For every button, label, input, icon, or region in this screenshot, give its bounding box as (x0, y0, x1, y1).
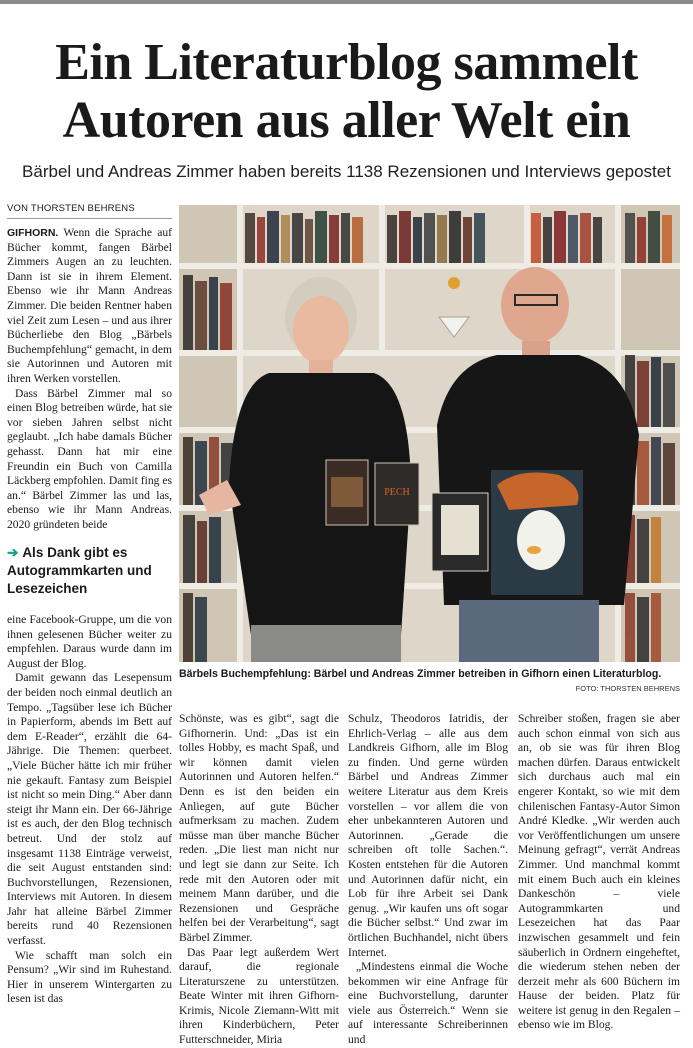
arrow-right-icon: ➔ (7, 545, 19, 560)
paragraph-text: Wenn die Sprache auf Bücher kommt, fangen Bärbel Zimmers Augen an zu leuchten. Dann ist sie in ihrem Element. Ebenso wie ihr Mann Andreas Zimmer. Die beiden Rentner haben viel Zeit zum Lesen – und aus ihrer Bücherliebe den Blog „Bärbels Buchempfehlung“ gemacht, in dem sie Autorinnen und Autoren mit ihren Werken vorstellen. (7, 226, 172, 385)
column-1-top (7, 226, 172, 532)
headline-line-1: Ein Literaturblog sammelt (55, 34, 638, 91)
paragraph: Schulz, Theodoros Iatridis, der Ehrlich-Verlag – alle aus dem Landkreis Gifhorn, alle im Blog zu finden. Und gerne würden Bärbel und Andreas Zimmer weitere Literatur aus dem Kreis vorstellen – vor allem die von eher unbekannteren Autoren und Autorinnen. „Gerade die schreiben oft tolle Sachen.“. Kosten entstehen für die Autoren und Autorinnen dafür nicht, ein Lob für ihre Arbeit sei Dank genug. „Wir kaufen uns oft sogar die Bücher selbst.“ Und zwar im örtlichen Buchhandel, nicht übers Internet. (348, 712, 508, 959)
paragraph: Damit gewann das Lesepensum der beiden noch einmal deutlich an Tempo. „Tagsüber lese ich Bücher in Papierform, abends im Bett auf dem E-Reader“, erzählt die 64-Jährige. Die Themen: querbeet. „Viele Bücher hätte ich mir früher nie gekauft. Fantasy zum Beispiel ist nicht so mein Ding.“ Aber dann steigt ihr Mann ein. Der 66-Jährige ist es auch, der den Blog technisch betreut. Und der stolz auf insgesamt 1138 Einträge verweist, die seit August entstanden sind: Buchvorstellungen, Rezensionen, Interviews mit Autoren. In diesem Jahr hat alleine Bärbel Zimmer bereits rund 40 Rezensionen verfasst. (7, 671, 172, 948)
photo-caption: Bärbels Buchempfehlung: Bärbel und Andreas Zimmer betreiben in Gifhorn einen Literaturblog. (179, 668, 662, 680)
paragraph (7, 226, 172, 387)
article-photo (179, 205, 680, 662)
teaser-text: Als Dank gibt es Autogrammkarten und Lesezeichen (7, 545, 152, 596)
column-2 (179, 712, 339, 1048)
photo-credit: FOTO: THORSTEN BEHRENS (575, 684, 680, 693)
subheadline: Bärbel und Andreas Zimmer haben bereits 1138 Rezensionen und Interviews gepostet (22, 162, 671, 181)
paragraph: Dass Bärbel Zimmer mal so einen Blog betreiben würde, hat sie vor sieben Jahren selbst nicht geglaubt. „Ich habe damals Bücher gehasst. Dann hat mir eine Freundin ein Buch von Camilla Läckberg empfohlen. Damit fing es an.“ Bärbel Zimmer las und las, ebenso wie ihr Mann Andreas. 2020 gründeten beide (7, 386, 172, 531)
paragraph: Das Paar legt außerdem Wert darauf, die regionale Literaturszene zu unterstützen. Beate Winter mit ihren Gifhorn-Krimis, Nicole Ziemann-Witt mit ihren Kinderbüchern, Peter Futterschneider, Miria (179, 945, 339, 1047)
paragraph: „Mindestens einmal die Woche bekommen wir eine Anfrage für eine Buchvorstellung, darunter viele aus Österreich.“ Wenn sie auf interessante Schreiberinnen und (348, 960, 508, 1047)
byline: VON THORSTEN BEHRENS (7, 203, 172, 219)
paragraph: Wie schafft man solch ein Pensum? „Wir sind im Ruhestand. Hier in unserem Wintergarten zu lesen ist das (7, 948, 172, 1006)
paragraph: Schreiber stoßen, fragen sie aber auch schon einmal von sich aus an, ob sie was für ihren Blog machen dürfen. Daraus entwickelt sich durchaus auch mal ein engerer Kontakt, so wie mit dem chilenischen Fantasy-Autor Simon André Kledke. „Wir werden auch vor Veröffentlichungen um unsere Meinung gefragt“, verrät Andreas Zimmer. Und manchmal kommt mit einem Buch auch ein kleines Dankeschön – viele Autogrammkarten und Lesezeichen hat das Paar inzwischen gesammelt und fein säuberlich in Ordnern eingeheftet, die wiederum stehen neben der derzeit mehr als 600 Büchern im Hause der beiden. Platz für weitere ist genug in den Regalen – ebenso wie im Blog. (518, 712, 680, 1032)
top-rule (0, 0, 693, 4)
headline (0, 34, 693, 150)
headline-line-2: Autoren aus aller Welt ein (62, 92, 631, 149)
photo-illustration (179, 205, 680, 662)
column-4 (518, 712, 680, 1033)
paragraph: eine Facebook-Gruppe, um die von ihnen gelesenen Bücher weiter zu empfehlen. Daraus wurde dann im August der Blog. (7, 613, 172, 670)
teaser-box (7, 544, 172, 598)
dateline: GIFHORN. (7, 227, 59, 239)
column-1-bottom (7, 613, 172, 1007)
book-title-pech: PECH (384, 487, 410, 498)
column-3 (348, 712, 508, 1048)
paragraph: Schönste, was es gibt“, sagt die Gifhornerin. Und: „Das ist ein tolles Hobby, es macht Spaß, und wir können damit vielen Autorinnen und Autoren helfen.“ Denn es ist den beiden ein Anliegen, auf gute Bücher aufmerksam zu machen. Zudem müsse man über manche Bücher reden. „Die liest man nicht nur und legt sie dann zur Seite. Ich rede mit den Autoren oder mit meinem Mann darüber, und die Rezensionen und Gespräche helfen bei der Verarbeitung“, sagt Bärbel Zimmer. (179, 712, 339, 944)
